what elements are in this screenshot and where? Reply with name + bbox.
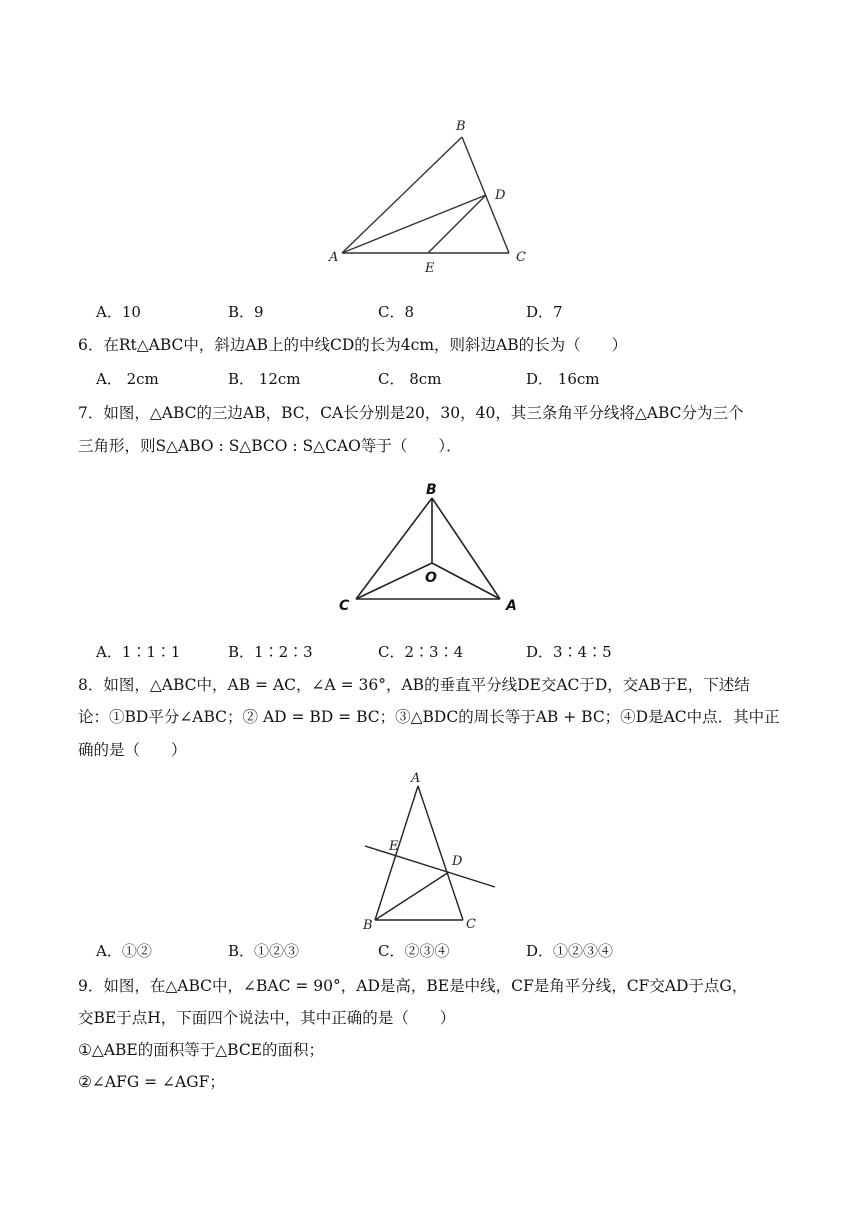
label-c: C — [339, 598, 350, 614]
label-d: D — [452, 854, 463, 869]
q7-option-a: A．1∶1∶1 — [96, 643, 181, 661]
q8-line1: 8．如图，△ABC中，AB = AC，∠A = 36°，AB的垂直平分线DE交AC于D，交AB于E，下述结 — [78, 676, 750, 694]
q9-line1: 9．如图，在△ABC中，∠BAC = 90°，AD是高，BE是中线，CF是角平分线，CF交AD于点G， — [78, 977, 748, 995]
figure-isosceles-abc — [355, 768, 505, 933]
q6-option-b: B． 12cm — [228, 370, 301, 388]
label-b: B — [363, 918, 373, 933]
figure-triangle-abc-o — [330, 476, 530, 621]
q7-line1: 7．如图，△ABC的三边AB，BC，CA长分别是20，30，40，其三条角平分线将△ABC分为三个 — [78, 404, 744, 422]
q7-line2: 三角形，则S△ABO : S△BCO : S△CAO等于（ ）． — [78, 437, 462, 455]
q8-option-c: C．②③④ — [378, 942, 450, 960]
label-a: A — [329, 250, 339, 265]
label-o: O — [425, 570, 437, 586]
q8-line3: 确的是（ ） — [78, 741, 187, 759]
q7-option-b: B．1∶2∶3 — [228, 643, 313, 661]
label-b: B — [426, 482, 437, 498]
label-d: D — [495, 188, 506, 203]
label-c: C — [466, 917, 476, 932]
q7-option-c: C．2∶3∶4 — [378, 643, 464, 661]
q5-option-c: C．8 — [378, 303, 415, 321]
q5-option-a: A．10 — [96, 303, 141, 321]
q7-option-d: D．3∶4∶5 — [526, 643, 612, 661]
q9-item2: ②∠AFG = ∠AGF； — [78, 1073, 225, 1091]
q5-option-b: B．9 — [228, 303, 264, 321]
q6-option-c: C． 8cm — [378, 370, 442, 388]
label-e: E — [389, 839, 399, 854]
q8-option-b: B．①②③ — [228, 942, 300, 960]
label-e: E — [425, 261, 435, 276]
label-b: B — [456, 119, 466, 134]
q8-option-d: D．①②③④ — [526, 942, 614, 960]
q9-item1: ①△ABE的面积等于△BCE的面积； — [78, 1041, 324, 1059]
q8-option-a: A．①② — [96, 942, 152, 960]
q6-text: 6．在Rt△ABC中，斜边AB上的中线CD的长为4cm，则斜边AB的长为（ ） — [78, 336, 628, 354]
q6-option-a: A． 2cm — [96, 370, 159, 388]
label-c: C — [516, 250, 526, 265]
figure-triangle-abc-de — [320, 110, 540, 280]
q6-option-d: D． 16cm — [526, 370, 600, 388]
q9-line2: 交BE于点H，下面四个说法中，其中正确的是（ ） — [78, 1009, 456, 1027]
q8-line2: 论：①BD平分∠ABC；② AD = BD = BC；③△BDC的周长等于AB + BC；④D是AC中点．其中正 — [78, 708, 780, 726]
label-a: A — [506, 598, 517, 614]
q5-option-d: D．7 — [526, 303, 563, 321]
label-a: A — [411, 771, 421, 786]
